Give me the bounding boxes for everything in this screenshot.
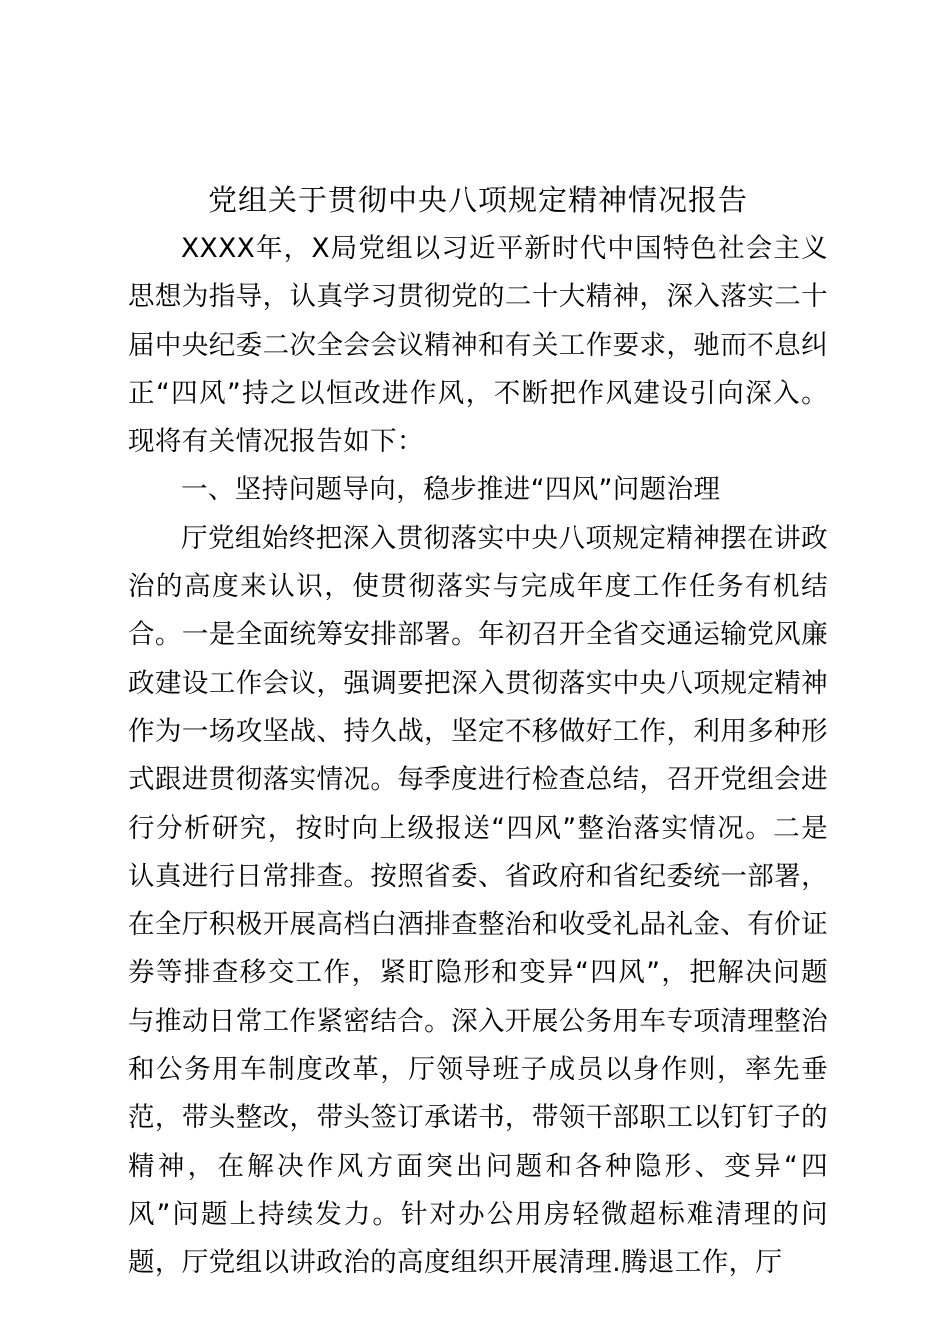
section-1-paragraph: 厅党组始终把深入贯彻落实中央八项规定精神摆在讲政治的高度来认识，使贯彻落实与完成年度工作任务有机结合。一是全面统筹安排部署。年初召开全省交通运输党风廉政建设工作会议，强调要把深入贯彻落实中央八项规定精神作为一场攻坚战、持久战，坚定不移做好工作，利用多种形式跟进贯彻落实情况。每季度进行检查总结，召开党组会进行分析研究，按时向上级报送“四风”整治落实情况。二是认真进行日常排查。按照省委、省政府和省纪委统一部署，在全厅积极开展高档白酒排查整治和收受礼品礼金、有价证券等排查移交工作，紧盯隐形和变异“四风”，把解决问题与推动日常工作紧密结合。深入开展公务用车专项清理整治和公务用车制度改革，厅领导班子成员以身作则，率先垂范，带头整改，带头签订承诺书，带领干部职工以钉钉子的精神，在解决作风方面突出问题和各种隐形、变异“四风”问题上持续发力。针对办公用房轻微超标难清理的问题，厅党组以讲政治的高度组织开展清理.腾退工作，厅	[128, 522, 828, 1279]
document-title: 党组关于贯彻中央八项规定精神情况报告	[207, 183, 748, 217]
document-body	[128, 175, 828, 1288]
intro-paragraph: XXXX年，X局党组以习近平新时代中国特色社会主义思想为指导，认真学习贯彻党的二十大精神，深入落实二十届中央纪委二次全会会议精神和有关工作要求，驰而不息纠正“四风”持之以恒改进作风，不断把作风建设引向深入。现将有关情况报告如下：	[128, 233, 828, 458]
section-1-heading: 一、坚持问题导向，稳步推进“四风”问题治理	[181, 474, 721, 506]
